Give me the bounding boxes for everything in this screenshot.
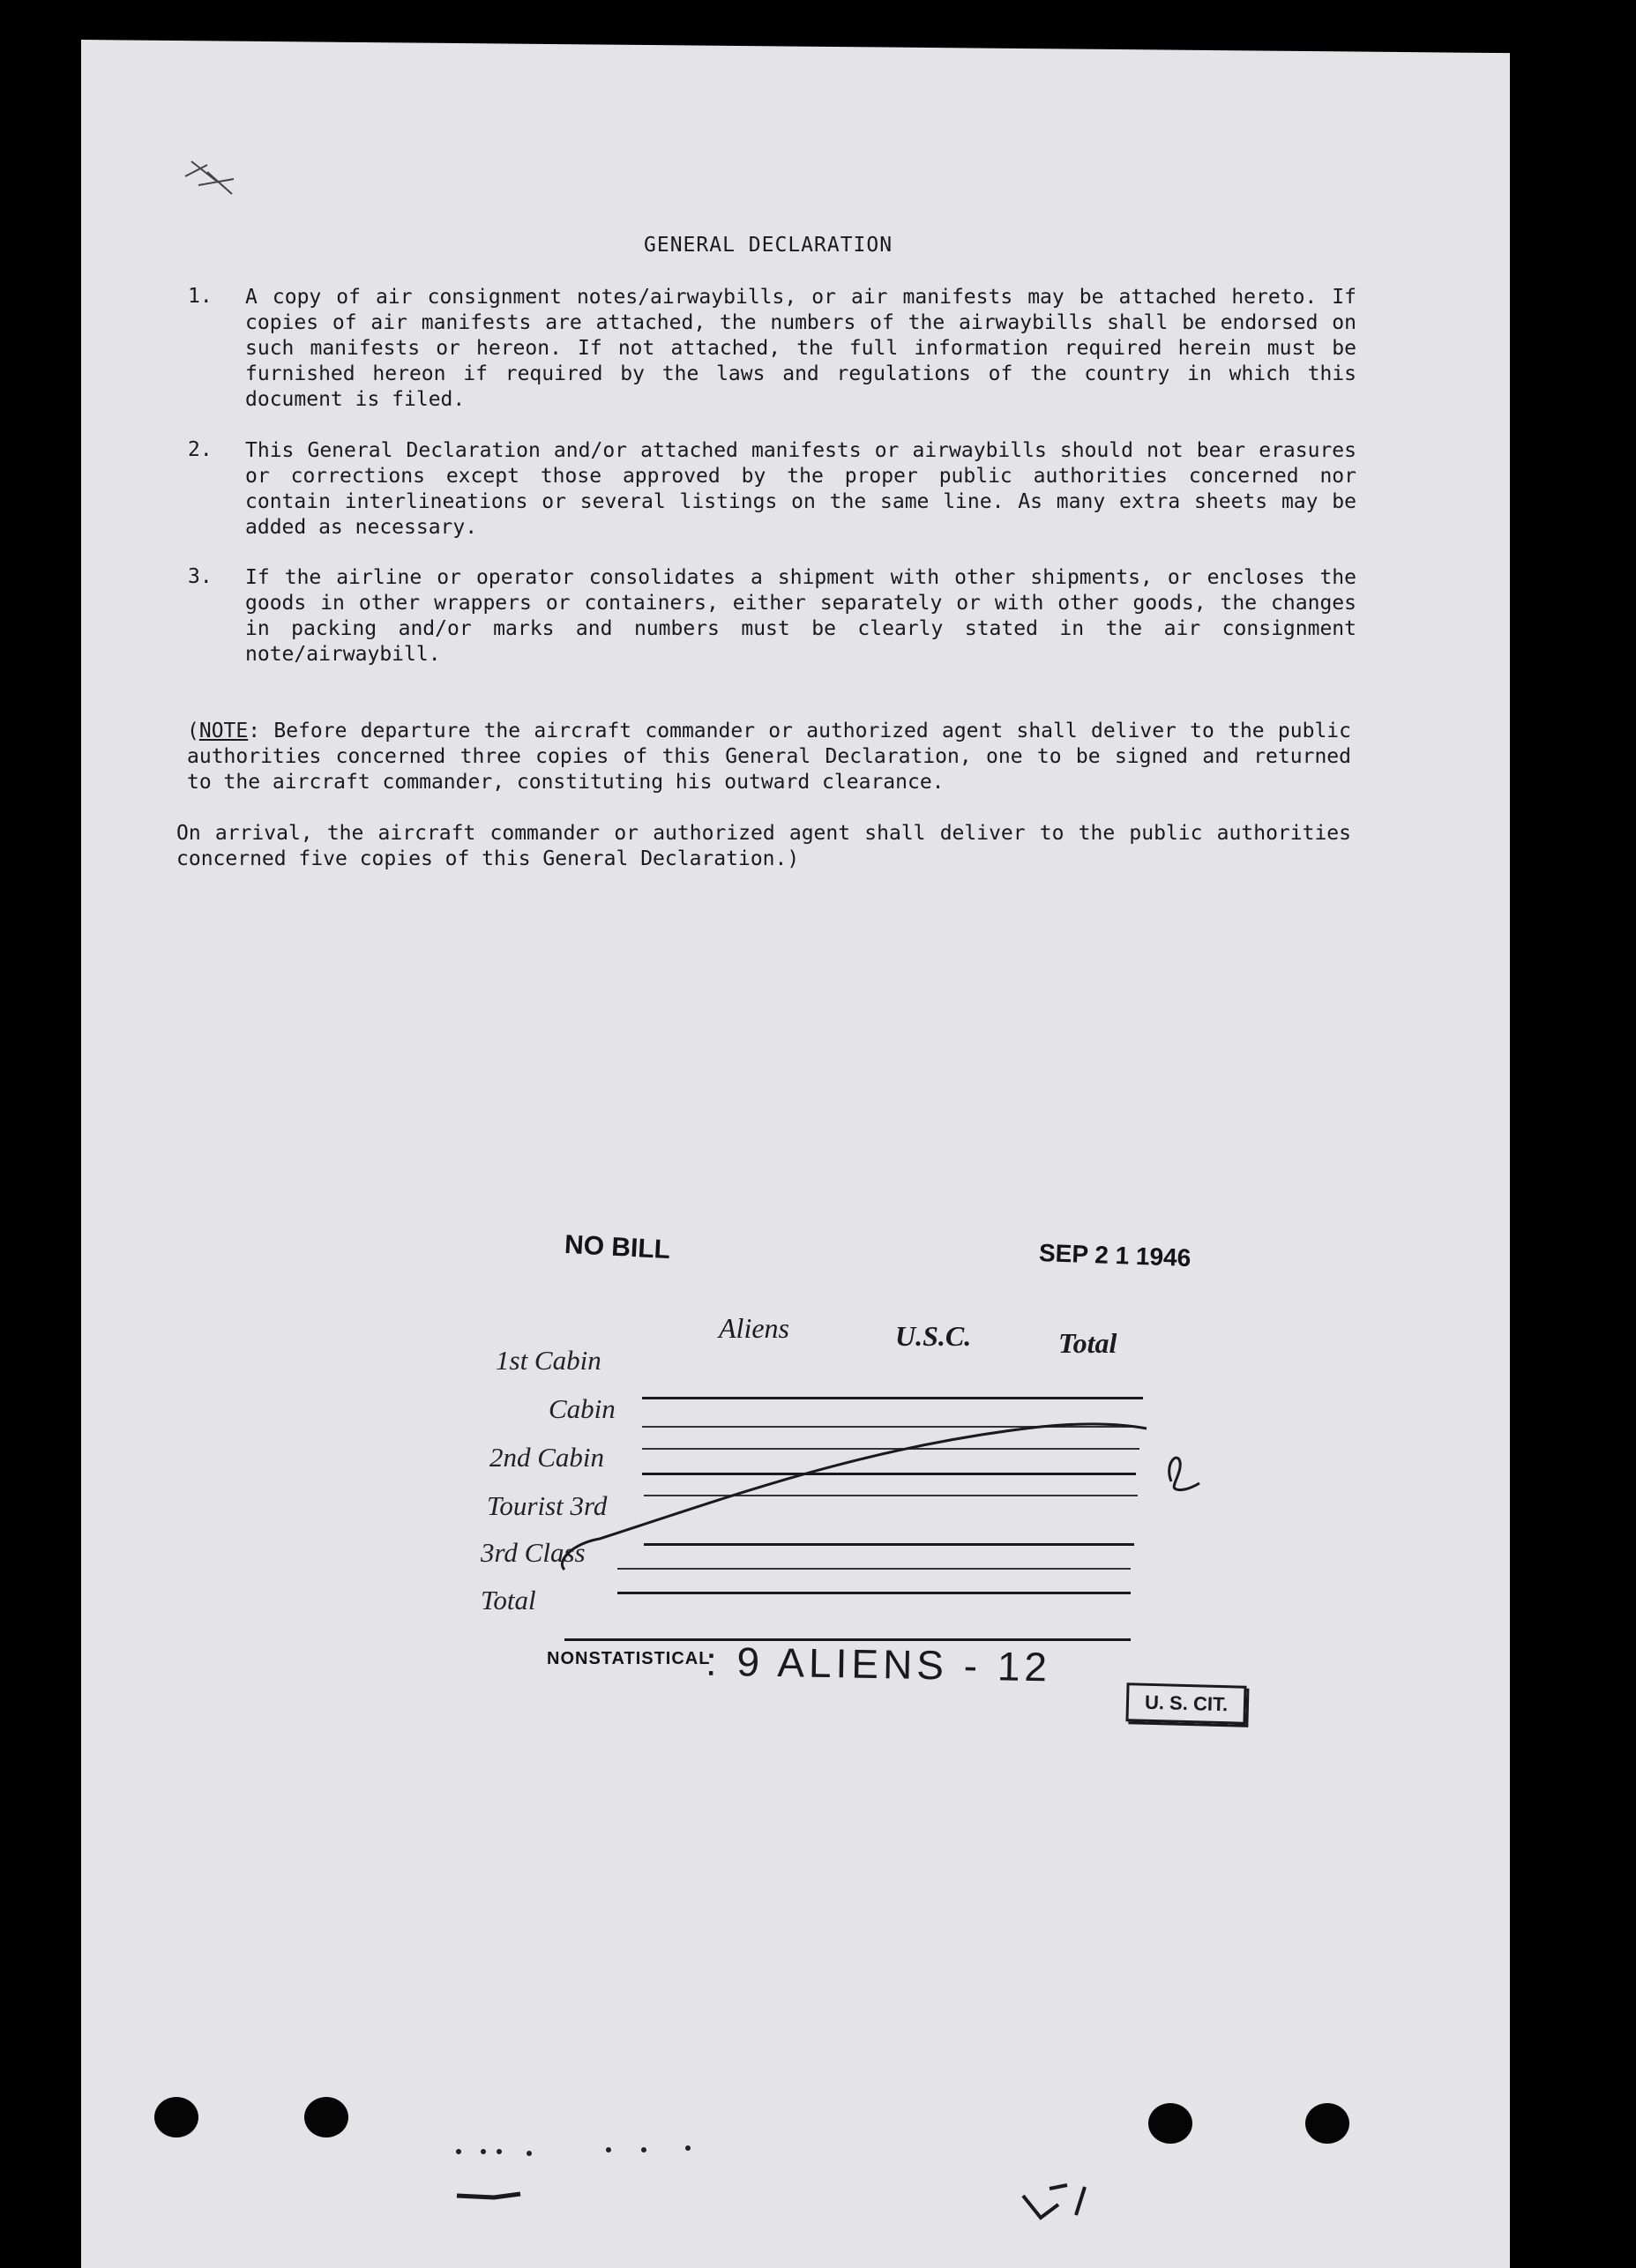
us-cit-stamp: U. S. CIT. [1125, 1682, 1246, 1725]
punch-hole [154, 2097, 198, 2137]
nonstatistical-stamp: NONSTATISTICAL [547, 1649, 711, 1668]
handwritten-count-note: : 9 ALIENS - 12 [705, 1638, 1052, 1690]
margin-hand-mark [1155, 1446, 1208, 1495]
row-line [617, 1592, 1131, 1594]
item-3-text: If the airline or operator consolidates a shipment with other shipments, or encloses the goods in other wrappers or containers, either separately or with other goods, the changes in packing and/or marks and numbers must be clearly stated in the air consignment note/airwaybill. [245, 566, 1356, 666]
row-line [642, 1397, 1143, 1399]
note-text: : Before departure the aircraft commander or authorized agent shall deliver to the public authorities concerned three copies of this General Declaration, one to be signed and returned to the aircraft commander, constituting his outward clearance. [187, 720, 1351, 794]
row-1st-cabin: 1st Cabin [496, 1345, 601, 1376]
no-bill-stamp: NO BILL [564, 1229, 671, 1265]
row-2nd-cabin: 2nd Cabin [489, 1442, 605, 1473]
corner-scribble-mark [181, 154, 243, 198]
row-total: Total [481, 1585, 536, 1615]
note-label: NOTE [198, 720, 249, 742]
row-3rd-class: 3rd Class [481, 1537, 586, 1568]
punch-hole [1148, 2103, 1192, 2144]
date-stamp: SEP 2 1 1946 [1038, 1239, 1192, 1272]
item-1-number: 1. [188, 285, 213, 308]
arrival-paragraph: On arrival, the aircraft commander or authorized agent shall deliver to the public authorities concerned five copies of this General Declaration.) [176, 822, 1351, 870]
item-2-text: This General Declaration and/or attached manifests or airwaybills should not bear erasures or corrections except those approved by the proper public authorities concerned nor contain interlineations or several listings on the same line. As many extra sheets may be added as necessary. [245, 439, 1356, 539]
row-cabin: Cabin [549, 1393, 616, 1424]
header-usc: U.S.C. [895, 1320, 972, 1352]
page-title: GENERAL DECLARATION [644, 234, 893, 257]
punch-hole [1305, 2103, 1349, 2144]
header-aliens: Aliens [719, 1312, 789, 1344]
item-2-number: 2. [188, 438, 213, 461]
punch-hole [304, 2097, 348, 2137]
bottom-edge-marks [441, 2134, 1147, 2231]
item-3-number: 3. [188, 565, 213, 588]
item-1-text: A copy of air consignment notes/airwaybills, or air manifests may be attached hereto. If copies of air manifests are attached, the numbers of the airwaybills shall be endorsed on such manifests or hereon. If not attached, the full information required herein must be furnished hereon if required by the laws and regulations of the country in which this document is filed. [245, 286, 1356, 411]
row-tourist-3rd: Tourist 3rd [487, 1490, 608, 1521]
note-paragraph [187, 719, 1351, 795]
note-open-paren: ( [187, 720, 199, 742]
handwritten-strike-line [547, 1411, 1164, 1587]
header-total: Total [1058, 1327, 1117, 1359]
